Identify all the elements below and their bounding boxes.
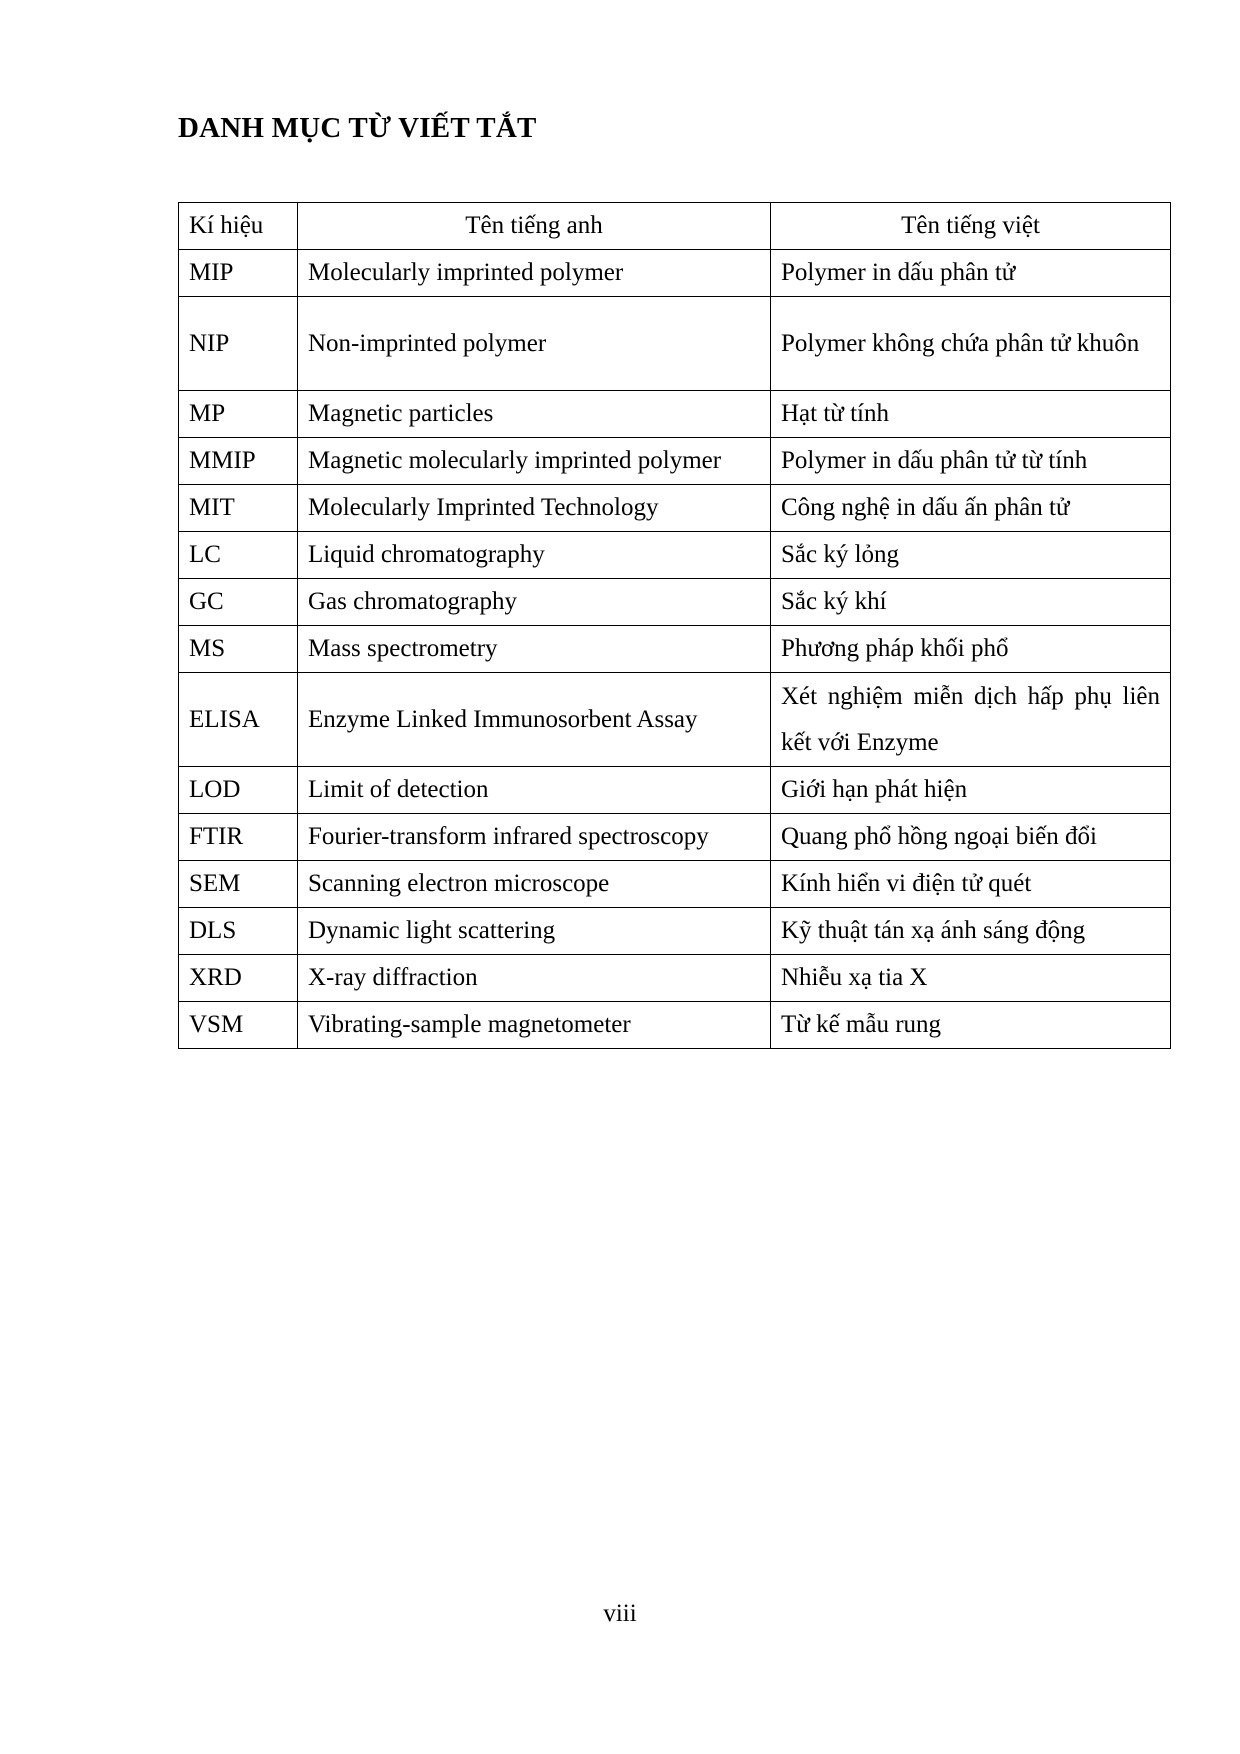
cell-vietnamese-name: Từ kế mẫu rung: [771, 1002, 1171, 1049]
cell-english-name: Magnetic molecularly imprinted polymer: [298, 438, 771, 485]
cell-abbreviation: MS: [179, 626, 298, 673]
cell-vietnamese-name: Kính hiển vi điện tử quét: [771, 861, 1171, 908]
cell-english-name: Molecularly Imprinted Technology: [298, 485, 771, 532]
header-english-name: Tên tiếng anh: [298, 203, 771, 250]
cell-english-name: Molecularly imprinted polymer: [298, 250, 771, 297]
cell-english-name: Scanning electron microscope: [298, 861, 771, 908]
cell-vietnamese-name: Xét nghiệm miễn dịch hấp phụ liên kết với Enzyme: [771, 673, 1171, 767]
header-abbreviation: Kí hiệu: [179, 203, 298, 250]
page-number: viii: [603, 1600, 637, 1627]
table-row: [179, 767, 1171, 814]
cell-english-name: Magnetic particles: [298, 391, 771, 438]
cell-abbreviation: DLS: [179, 908, 298, 955]
cell-abbreviation: LC: [179, 532, 298, 579]
cell-abbreviation: MP: [179, 391, 298, 438]
cell-abbreviation: LOD: [179, 767, 298, 814]
table-row: [179, 908, 1171, 955]
cell-abbreviation: ELISA: [179, 673, 298, 767]
table-row: [179, 673, 1171, 767]
cell-english-name: Dynamic light scattering: [298, 908, 771, 955]
cell-abbreviation: FTIR: [179, 814, 298, 861]
table-header-row: [179, 203, 1171, 250]
cell-abbreviation: MIP: [179, 250, 298, 297]
cell-abbreviation: NIP: [179, 297, 298, 391]
abbreviation-table: [178, 202, 1171, 1049]
cell-vietnamese-name: Sắc ký lỏng: [771, 532, 1171, 579]
cell-abbreviation: MMIP: [179, 438, 298, 485]
table-row: [179, 955, 1171, 1002]
table-row: [179, 250, 1171, 297]
cell-english-name: Mass spectrometry: [298, 626, 771, 673]
cell-english-name: Liquid chromatography: [298, 532, 771, 579]
cell-abbreviation: GC: [179, 579, 298, 626]
table-row: [179, 391, 1171, 438]
table-row: [179, 579, 1171, 626]
cell-vietnamese-name: Polymer không chứa phân tử khuôn: [771, 297, 1171, 391]
cell-abbreviation: MIT: [179, 485, 298, 532]
table-row: [179, 438, 1171, 485]
cell-abbreviation: SEM: [179, 861, 298, 908]
cell-english-name: Enzyme Linked Immunosorbent Assay: [298, 673, 771, 767]
cell-vietnamese-name: Polymer in dấu phân tử: [771, 250, 1171, 297]
cell-vietnamese-name: Công nghệ in dấu ấn phân tử: [771, 485, 1171, 532]
table-row: [179, 1002, 1171, 1049]
cell-english-name: X-ray diffraction: [298, 955, 771, 1002]
cell-vietnamese-name: Quang phổ hồng ngoại biến đổi: [771, 814, 1171, 861]
cell-vietnamese-name: Giới hạn phát hiện: [771, 767, 1171, 814]
cell-vietnamese-name: Phương pháp khối phổ: [771, 626, 1171, 673]
table-body: [179, 250, 1171, 1049]
cell-vietnamese-name: Kỹ thuật tán xạ ánh sáng động: [771, 908, 1171, 955]
cell-english-name: Non-imprinted polymer: [298, 297, 771, 391]
header-vietnamese-name: Tên tiếng việt: [771, 203, 1171, 250]
cell-vietnamese-name: Polymer in dấu phân tử từ tính: [771, 438, 1171, 485]
cell-vietnamese-name: Nhiễu xạ tia X: [771, 955, 1171, 1002]
table-row: [179, 485, 1171, 532]
table-row: [179, 861, 1171, 908]
cell-english-name: Gas chromatography: [298, 579, 771, 626]
cell-english-name: Limit of detection: [298, 767, 771, 814]
table-row: [179, 626, 1171, 673]
cell-english-name: Fourier-transform infrared spectroscopy: [298, 814, 771, 861]
cell-vietnamese-name: Hạt từ tính: [771, 391, 1171, 438]
cell-vietnamese-name: Sắc ký khí: [771, 579, 1171, 626]
cell-english-name: Vibrating-sample magnetometer: [298, 1002, 771, 1049]
cell-abbreviation: VSM: [179, 1002, 298, 1049]
table-row: [179, 532, 1171, 579]
cell-abbreviation: XRD: [179, 955, 298, 1002]
page-title: DANH MỤC TỪ VIẾT TẮT: [178, 112, 537, 144]
table-row: [179, 814, 1171, 861]
table-row: [179, 297, 1171, 391]
